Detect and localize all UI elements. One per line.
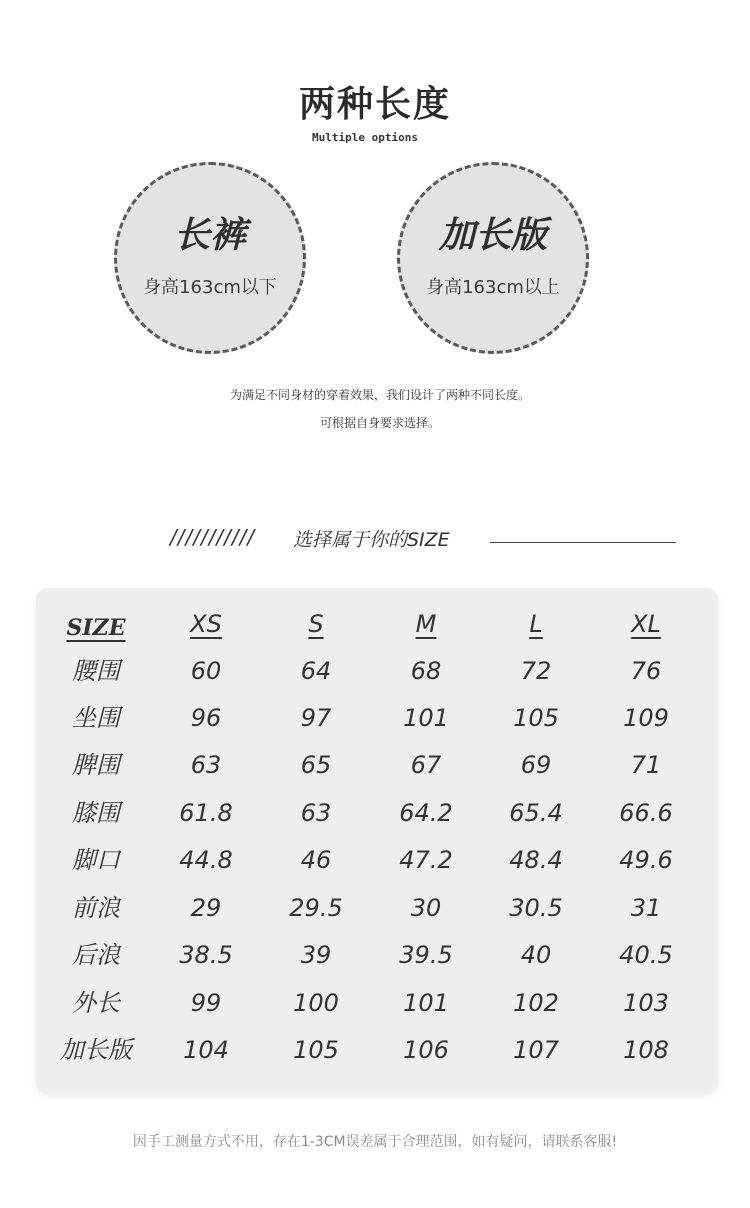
table-cell: 44.8 bbox=[179, 846, 233, 874]
table-cell: 99 bbox=[190, 989, 222, 1017]
table-cell: 60 bbox=[190, 657, 222, 685]
table-cell: 39 bbox=[300, 941, 332, 969]
footer-note: 因手工测量方式不用，存在1-3CM误差属于合理范围，如有疑问，请联系客服! bbox=[132, 1134, 618, 1150]
size-header-m: M bbox=[415, 610, 437, 638]
option-name: 加长版 bbox=[438, 215, 547, 256]
table-cell: 72 bbox=[520, 657, 552, 685]
table-cell: 105 bbox=[293, 1036, 339, 1064]
table-corner-label: SIZE bbox=[66, 615, 126, 641]
table-cell: 65.4 bbox=[509, 799, 563, 827]
row-label-knee: 膝围 bbox=[72, 799, 120, 827]
size-header-xl: XL bbox=[631, 610, 661, 638]
size-header-xs: XS bbox=[190, 610, 222, 638]
table-cell: 76 bbox=[630, 657, 662, 685]
page-title-wrap bbox=[0, 76, 750, 127]
option-height-range: 身高163cm以上 bbox=[426, 277, 560, 298]
table-cell: 63 bbox=[190, 751, 222, 779]
table-cell: 64 bbox=[300, 657, 332, 685]
table-cell: 103 bbox=[623, 989, 669, 1017]
table-cell: 68 bbox=[410, 657, 442, 685]
row-label-extended: 加长版 bbox=[60, 1036, 132, 1064]
table-cell: 46 bbox=[300, 846, 332, 874]
table-cell: 64.2 bbox=[399, 799, 453, 827]
option-name: 长裤 bbox=[173, 215, 246, 256]
table-cell: 61.8 bbox=[179, 799, 233, 827]
table-cell: 49.6 bbox=[619, 846, 673, 874]
table-cell: 69 bbox=[520, 751, 552, 779]
option-height-range: 身高163cm以下 bbox=[143, 277, 277, 298]
row-label-front-rise: 前浪 bbox=[72, 894, 120, 922]
row-label-leg-opening: 脚口 bbox=[72, 846, 120, 874]
table-cell: 106 bbox=[403, 1036, 449, 1064]
table-cell: 39.5 bbox=[399, 941, 453, 969]
table-cell: 65 bbox=[300, 751, 332, 779]
size-header-l: L bbox=[529, 610, 543, 638]
section-divider bbox=[490, 542, 676, 543]
table-cell: 67 bbox=[410, 751, 442, 779]
table-cell: 30 bbox=[410, 894, 442, 922]
page-title: 两种长度 bbox=[298, 84, 451, 125]
description-line-1: 为满足不同身材的穿着效果，我们设计了两种不同长度。 bbox=[229, 388, 530, 402]
table-cell: 31 bbox=[630, 894, 662, 922]
table-cell: 105 bbox=[513, 704, 559, 732]
page-subtitle: Multiple options bbox=[312, 131, 418, 144]
table-cell: 47.2 bbox=[399, 846, 453, 874]
table-cell: 63 bbox=[300, 799, 332, 827]
table-cell: 30.5 bbox=[509, 894, 563, 922]
table-cell: 40 bbox=[520, 941, 552, 969]
table-cell: 109 bbox=[623, 704, 669, 732]
table-cell: 48.4 bbox=[509, 846, 563, 874]
table-cell: 101 bbox=[403, 704, 449, 732]
table-cell: 101 bbox=[403, 989, 449, 1017]
size-header-s: S bbox=[308, 610, 324, 638]
table-cell: 96 bbox=[190, 704, 222, 732]
row-label-waist: 腰围 bbox=[72, 657, 120, 685]
table-cell: 102 bbox=[513, 989, 559, 1017]
table-cell: 100 bbox=[293, 989, 339, 1017]
table-cell: 29 bbox=[190, 894, 222, 922]
table-cell: 97 bbox=[300, 704, 332, 732]
row-label-thigh: 脾围 bbox=[72, 751, 120, 779]
table-cell: 104 bbox=[183, 1036, 229, 1064]
option-circle-regular bbox=[114, 162, 306, 354]
row-label-back-rise: 后浪 bbox=[72, 941, 120, 969]
section-title: 选择属于你的SIZE bbox=[293, 529, 450, 551]
table-cell: 38.5 bbox=[179, 941, 233, 969]
description-line-2: 可根据自身要求选择。 bbox=[319, 416, 440, 430]
size-table bbox=[36, 588, 718, 1094]
decorative-slashes: /////////// bbox=[170, 525, 256, 549]
table-cell: 29.5 bbox=[289, 894, 343, 922]
row-label-hip: 坐围 bbox=[72, 704, 120, 732]
table-cell: 108 bbox=[623, 1036, 669, 1064]
option-circle-extended bbox=[397, 162, 589, 354]
table-cell: 66.6 bbox=[619, 799, 673, 827]
table-cell: 107 bbox=[513, 1036, 559, 1064]
table-cell: 40.5 bbox=[619, 941, 673, 969]
row-label-outseam: 外长 bbox=[72, 989, 120, 1017]
table-cell: 71 bbox=[630, 751, 662, 779]
